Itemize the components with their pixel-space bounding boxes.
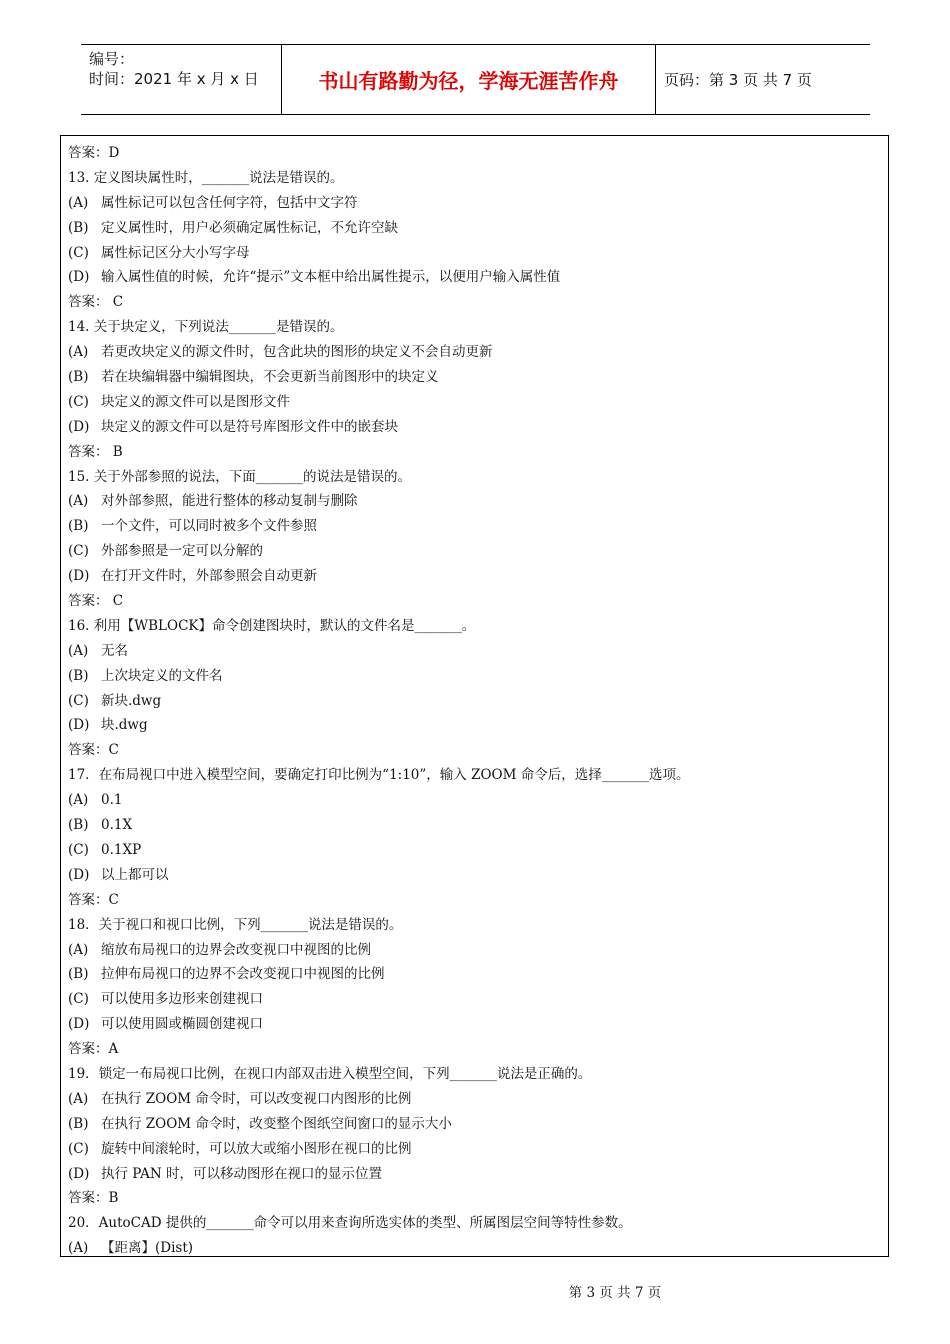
question-line: 17．在布局视口中进入模型空间，要确定打印比例为“1:10”，输入 ZOOM 命令后，选择_______选项。 — [68, 767, 690, 784]
option-text: 缩放布局视口的边界会改变视口中视图的比例 — [101, 941, 371, 958]
option-label: (A) — [68, 493, 89, 510]
option-label: (A) — [68, 1090, 89, 1107]
option-line — [68, 987, 881, 1012]
option-label: (D) — [68, 717, 90, 734]
option-line — [68, 1087, 881, 1112]
option-line — [68, 1236, 881, 1261]
answer-line: 答案：B — [68, 1190, 119, 1207]
option-text: 执行 PAN 时，可以移动图形在视口的显示位置 — [101, 1165, 382, 1182]
option-text: 以上都可以 — [101, 866, 169, 883]
question-line: 20．AutoCAD 提供的_______命令可以用来查询所选实体的类型、所属图层空间等特性参数。 — [68, 1215, 632, 1232]
option-label: (C) — [68, 841, 89, 858]
option-label: (B) — [68, 1115, 89, 1132]
option-label: (C) — [68, 393, 89, 410]
option-text: 定义属性时，用户必须确定属性标记，不允许空缺 — [101, 219, 398, 236]
option-line — [68, 564, 881, 589]
option-label: (D) — [68, 568, 90, 585]
option-text: 输入属性值的时候，允许“提示”文本框中给出属性提示，以便用户输入属性值 — [101, 269, 561, 286]
option-line — [68, 664, 881, 689]
option-text: 块.dwg — [101, 717, 148, 734]
option-line — [68, 838, 881, 863]
option-line — [68, 639, 881, 664]
option-label: (D) — [68, 269, 90, 286]
option-label: (A) — [68, 1240, 89, 1257]
option-text: 在执行 ZOOM 命令时，改变整个图纸空间窗口的显示大小 — [101, 1115, 452, 1132]
option-line — [68, 863, 881, 888]
option-line — [68, 390, 881, 415]
question-line: 15. 关于外部参照的说法，下面_______的说法是错误的。 — [68, 468, 412, 485]
option-text: 可以使用圆或椭圆创建视口 — [101, 1016, 263, 1033]
option-label: (C) — [68, 1140, 89, 1157]
option-text: 可以使用多边形来创建视口 — [101, 991, 263, 1008]
document-number-label: 编号： — [89, 50, 135, 68]
option-line — [68, 241, 881, 266]
question-line: 16. 利用【WBLOCK】命令创建图块时，默认的文件名是_______。 — [68, 617, 476, 634]
option-text: 在执行 ZOOM 命令时，可以改变视口内图形的比例 — [101, 1090, 412, 1107]
answer-line: 答案： C — [68, 593, 124, 610]
option-label: (B) — [68, 667, 89, 684]
option-label: (D) — [68, 866, 90, 883]
option-line — [68, 1162, 881, 1187]
option-label: (A) — [68, 344, 89, 361]
answer-line: 答案： B — [68, 443, 123, 460]
option-label: (A) — [68, 792, 89, 809]
option-text: 无名 — [101, 642, 128, 659]
option-line — [68, 1137, 881, 1162]
option-line — [68, 191, 881, 216]
option-text: 上次块定义的文件名 — [101, 667, 223, 684]
option-text: 一个文件，可以同时被多个文件参照 — [101, 518, 317, 535]
option-label: (C) — [68, 991, 89, 1008]
option-line — [68, 938, 881, 963]
option-line — [68, 340, 881, 365]
option-label: (C) — [68, 543, 89, 560]
header-page-info: 页码：第 3 页 共 7 页 — [664, 71, 812, 89]
option-line — [68, 1112, 881, 1137]
option-text: 在打开文件时，外部参照会自动更新 — [101, 568, 317, 585]
option-label: (B) — [68, 966, 89, 983]
page-header — [81, 44, 870, 115]
option-label: (C) — [68, 692, 89, 709]
option-text: 对外部参照，能进行整体的移动复制与删除 — [101, 493, 358, 510]
option-line — [68, 713, 881, 738]
option-text: 拉伸布局视口的边界不会改变视口中视图的比例 — [101, 966, 385, 983]
option-label: (D) — [68, 1165, 90, 1182]
option-text: 块定义的源文件可以是符号库图形文件中的嵌套块 — [101, 418, 398, 435]
question-line: 13. 定义图块属性时，_______说法是错误的。 — [68, 169, 344, 186]
option-label: (A) — [68, 642, 89, 659]
question-list — [68, 141, 881, 1261]
option-text: 旋转中间滚轮时，可以放大或缩小图形在视口的比例 — [101, 1140, 412, 1157]
document-date: 时间：2021 年 x 月 x 日 — [89, 70, 259, 88]
option-label: (A) — [68, 941, 89, 958]
answer-line: 答案：A — [68, 1041, 119, 1058]
option-line — [68, 813, 881, 838]
option-text: 块定义的源文件可以是图形文件 — [101, 393, 290, 410]
option-line — [68, 514, 881, 539]
question-line: 18．关于视口和视口比例，下列_______说法是错误的。 — [68, 916, 403, 933]
option-text: 若在块编辑器中编辑图块，不会更新当前图形中的块定义 — [101, 369, 439, 386]
option-label: (D) — [68, 418, 90, 435]
option-line — [68, 788, 881, 813]
option-label: (D) — [68, 1016, 90, 1033]
option-line — [68, 365, 881, 390]
option-text: 0.1 — [101, 792, 123, 809]
option-text: 若更改块定义的源文件时，包含此块的图形的块定义不会自动更新 — [101, 344, 493, 361]
option-label: (C) — [68, 244, 89, 261]
option-line — [68, 489, 881, 514]
option-text: 属性标记区分大小写字母 — [101, 244, 250, 261]
option-line — [68, 539, 881, 564]
option-line — [68, 962, 881, 987]
option-line — [68, 415, 881, 440]
option-text: 0.1XP — [101, 841, 142, 858]
option-line — [68, 1012, 881, 1037]
header-motto: 书山有路勤为径，学海无涯苦作舟 — [281, 45, 656, 114]
option-text: 0.1X — [101, 817, 133, 834]
answer-line: 答案： C — [68, 294, 124, 311]
option-line — [68, 265, 881, 290]
option-text: 新块.dwg — [101, 692, 162, 709]
page-footer: 第 3 页 共 7 页 — [568, 1285, 662, 1301]
question-line: 19．锁定一布局视口比例，在视口内部双击进入模型空间，下列_______说法是正确的。 — [68, 1065, 592, 1082]
header-meta — [81, 45, 281, 114]
option-label: (B) — [68, 817, 89, 834]
option-label: (B) — [68, 518, 89, 535]
option-text: 【距离】(Dist) — [101, 1240, 194, 1257]
option-text: 外部参照是一定可以分解的 — [101, 543, 263, 560]
answer-line: 答案：D — [68, 145, 120, 161]
option-text: 属性标记可以包含任何字符，包括中文字符 — [101, 194, 358, 211]
question-line: 14. 关于块定义，下列说法_______是错误的。 — [68, 319, 344, 336]
answer-line: 答案：C — [68, 742, 119, 759]
option-label: (A) — [68, 194, 89, 211]
option-line — [68, 216, 881, 241]
option-label: (B) — [68, 369, 89, 386]
answer-line: 答案：C — [68, 891, 119, 908]
option-line — [68, 689, 881, 714]
question-box — [60, 135, 889, 1257]
option-label: (B) — [68, 219, 89, 236]
